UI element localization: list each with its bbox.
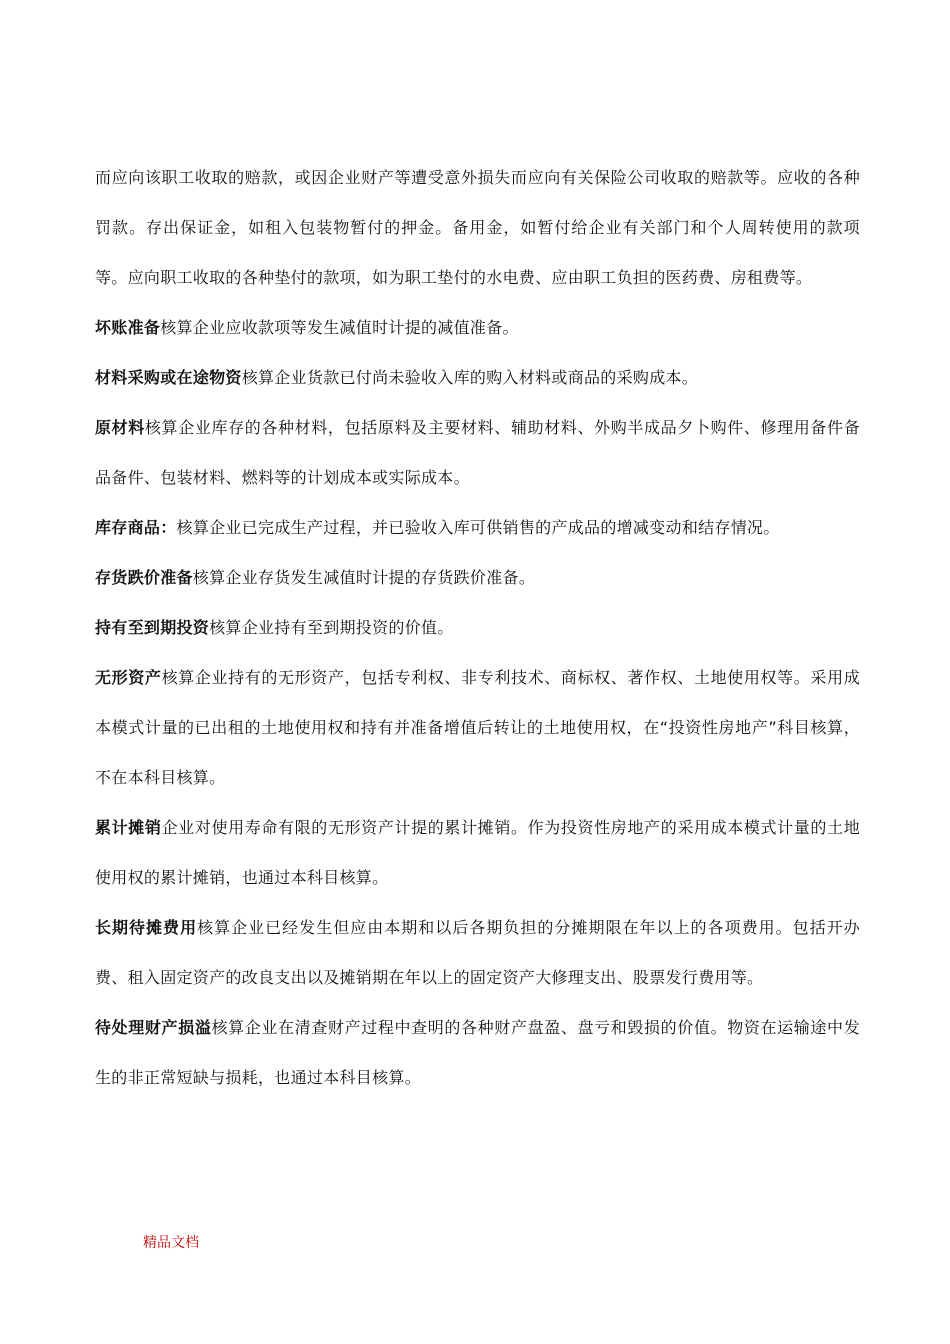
paragraph-held-to-maturity [95, 603, 860, 653]
paragraph-term: 存货跌价准备 [95, 568, 193, 587]
paragraph-term: 持有至到期投资 [95, 618, 210, 637]
footer-watermark-label: 精品文档 [143, 1235, 199, 1251]
paragraph-long-term-prepaid [95, 903, 860, 1003]
paragraph-intangible-assets [95, 653, 860, 803]
paragraph-raw-materials [95, 403, 860, 503]
paragraph-term: 待处理财产损溢 [95, 1018, 212, 1037]
paragraph-term: 材料采购或在途物资 [95, 368, 242, 387]
paragraph-text: 企业对使用寿命有限的无形资产计提的累计摊销。作为投资性房地产的采用成本模式计量的土地使用权的累计摊销，也通过本科目核算。 [95, 818, 861, 887]
paragraph-text: 核算企业存货发生减值时计提的存货跌价准备。 [192, 568, 536, 587]
paragraph-inventory-impairment [95, 553, 860, 603]
paragraph-accumulated-amortization [95, 803, 860, 903]
paragraph-term: 原材料 [95, 418, 145, 437]
paragraph-bad-debt-provision [95, 303, 860, 353]
paragraph-text: 核算企业持有至到期投资的价值。 [209, 618, 454, 637]
paragraph-inventory-goods [95, 503, 860, 553]
paragraph-text: 核算企业库存的各种材料，包括原料及主要材料、辅助材料、外购半成品夕卜购件、修理用备件备品备件、包装材料、燃料等的计划成本或实际成本。 [95, 418, 860, 487]
paragraph-property-losses [95, 1003, 860, 1103]
paragraph-continuation [95, 153, 860, 303]
paragraph-text: 而应向该职工收取的赔款，或因企业财产等遭受意外损失而应向有关保险公司收取的赔款等。应收的各种罚款。存出保证金，如租入包装物暂付的押金。备用金，如暂付给企业有关部门和个人周转使用的款项等。应向职工收取的各种垫付的款项，如为职工垫付的水电费、应由职工负担的医药费、房租费等。 [95, 168, 860, 287]
paragraph-term: 长期待摊费用 [95, 918, 198, 937]
paragraph-text: 核算企业已经发生但应由本期和以后各期负担的分摊期限在年以上的各项费用。包括开办费、租入固定资产的改良支出以及摊销期在年以上的固定资产大修理支出、股票发行费用等。 [95, 918, 860, 987]
paragraph-text: 核算企业货款已付尚未验收入库的购入材料或商品的采购成本。 [241, 368, 699, 387]
paragraph-text: 核算企业持有的无形资产，包括专利权、非专利技术、商标权、著作权、土地使用权等。采用成本模式计量的已出租的土地使用权和持有并准备增值后转让的土地使用权，在“投资性房地产”科目核算，不在本科目核算。 [95, 668, 861, 787]
paragraph-term: 坏账准备 [95, 318, 161, 337]
paragraph-materials-in-transit [95, 353, 860, 403]
paragraph-term: 库存商品： [95, 518, 177, 537]
paragraph-term: 累计摊销 [95, 818, 162, 837]
paragraph-text: 核算企业在清查财产过程中查明的各种财产盘盈、盘亏和毁损的价值。物资在运输途中发生的非正常短缺与损耗，也通过本科目核算。 [95, 1018, 860, 1087]
paragraph-text: 核算企业应收款项等发生减值时计提的减值准备。 [160, 318, 519, 337]
paragraph-term: 无形资产 [95, 668, 162, 687]
document-body [95, 153, 860, 1103]
paragraph-text: 核算企业已完成生产过程，并已验收入库可供销售的产成品的增减变动和结存情况。 [176, 518, 780, 537]
